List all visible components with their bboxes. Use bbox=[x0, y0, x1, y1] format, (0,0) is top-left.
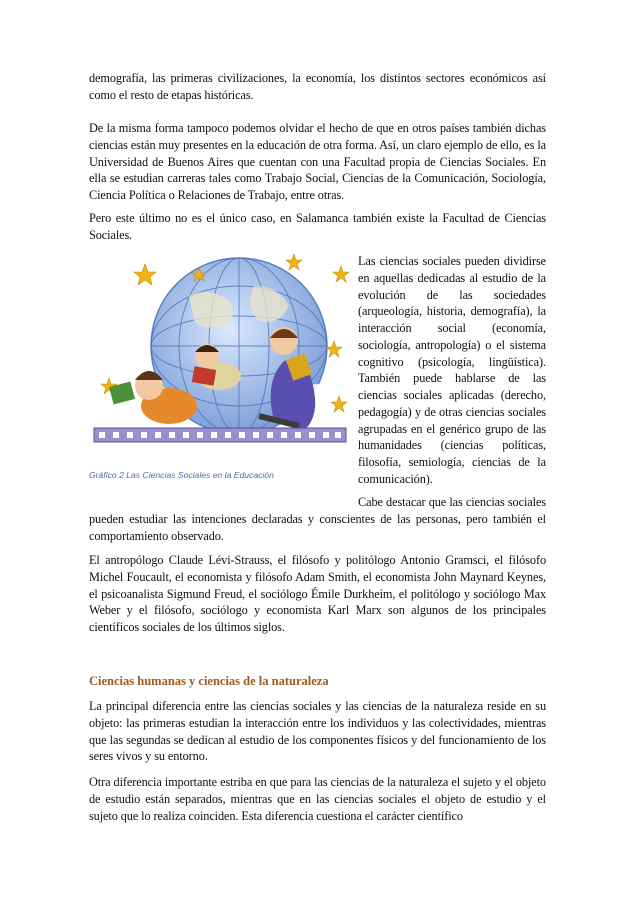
paragraph-7: La principal diferencia entre las ciencias sociales y las ciencias de la naturaleza reside en su objeto: las primeras estudian la interacción entre los individuos y las colectividades, mientras que las segundas se dedican al estudio de los componentes físicos y del funcionamiento de los seres vivos y su entorno. bbox=[89, 699, 546, 764]
figure-caption: Gráfico 2 Las Ciencias Sociales en la Educación bbox=[89, 470, 274, 480]
side-column bbox=[358, 253, 546, 488]
paragraph-4: Las ciencias sociales pueden dividirse en aquellas dedicadas al estudio de la evolución de las sociedades (arqueología, historia, demografía), la interacción social (economía, sociología, antropología) o el sistema cognitivo (psicología, lingüística). También puede hablarse de las ciencias sociales aplicadas (derecho, pedagogía) y de otras ciencias sociales agrupadas en el genérico grupo de las humanidades (ciencias políticas, filosofía, semiología, ciencias de la comunicación). bbox=[358, 254, 546, 486]
paragraph-5 bbox=[89, 494, 546, 544]
paragraph-2: De la misma forma tampoco podemos olvidar el hecho de que en otros países también dichas ciencias están muy presentes en la educación de otra forma. Así, un claro ejemplo de ello, es la Universidad de Buenos Aires que cuentan con una Facultad propia de Ciencias Sociales. En ella se estudian carreras tales como Trabajo Social, Ciencias de la Comunicación, Sociología, Ciencia Política o Relaciones de Trabajo, entre otras. bbox=[89, 121, 546, 203]
paragraph-5-text: Cabe destacar que las ciencias sociales pueden estudiar las intenciones declaradas y conscientes de las personas, pero también el comportamiento observado. bbox=[89, 495, 546, 543]
paragraph-3: Pero este último no es el único caso, en Salamanca también existe la Facultad de Ciencias Sociales. bbox=[89, 211, 546, 242]
section-heading: Ciencias humanas y ciencias de la naturaleza bbox=[89, 674, 329, 688]
paragraph-1: demografía, las primeras civilizaciones, la economía, los distintos sectores económicos así como el resto de etapas históricas. bbox=[89, 71, 546, 102]
paragraph-6: El antropólogo Claude Lévi-Strauss, el filósofo y politólogo Antonio Gramsci, el filósofo Michel Foucault, el economista y filósofo Adam Smith, el economista John Maynard Keynes, el psicoanalista Sigmund Freud, el sociólogo Émile Durkheim, el politólogo y sociólogo Max Weber y el filósofo, sociólogo y economista Karl Marx son algunos de los principales científicos sociales de los últimos siglos. bbox=[89, 553, 546, 635]
paragraph-8: Otra diferencia importante estriba en que para las ciencias de la naturaleza el sujeto y el objeto de estudio están separados, mientras que en las ciencias sociales el objeto de estudio y el sujeto que lo realiza coinciden. Esta diferencia cuestiona el carácter científico bbox=[89, 775, 546, 823]
children-reading-on-globe-illustration bbox=[89, 246, 351, 476]
